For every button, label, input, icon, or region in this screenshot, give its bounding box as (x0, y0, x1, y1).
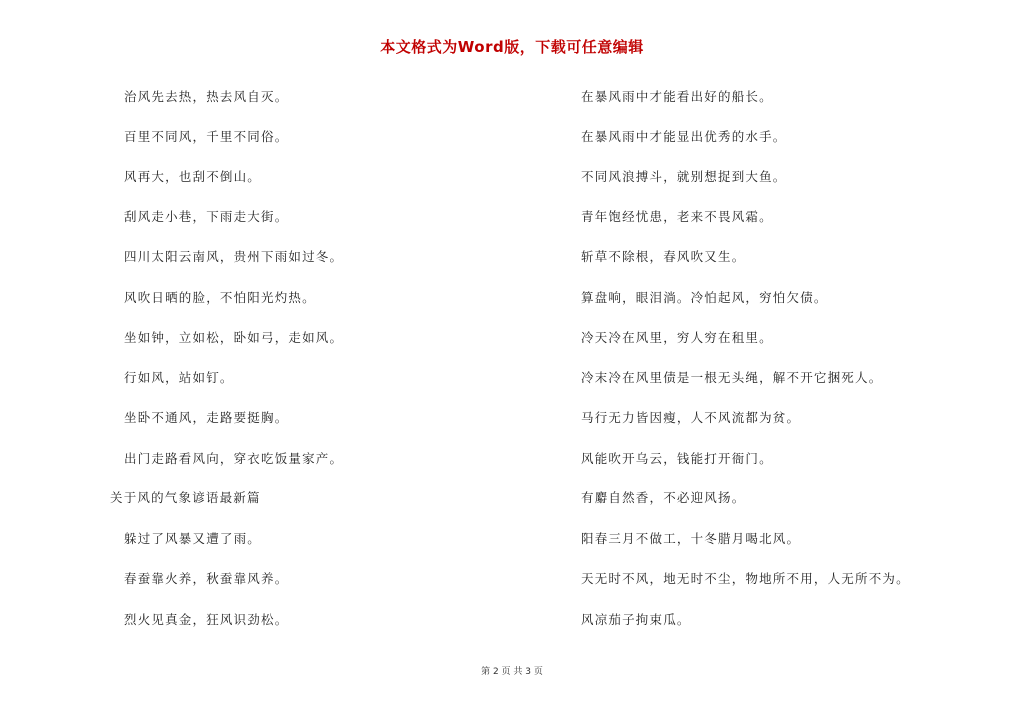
section-heading: 关于风的气象谚语最新篇 (110, 490, 261, 505)
proverb-line: 斩草不除根，春风吹又生。 (581, 249, 746, 264)
proverb-line: 在暴风雨中才能看出好的船长。 (581, 89, 773, 104)
proverb-line: 风凉茄子拘束瓜。 (581, 612, 691, 627)
proverb-line: 春蚕靠火养，秋蚕靠风养。 (124, 571, 289, 586)
proverb-line: 天无时不风，地无时不尘，物地所不用，人无所不为。 (581, 571, 910, 586)
page-number-footer: 第 2 页 共 3 页 (481, 667, 543, 677)
proverb-line: 风再大，也刮不倒山。 (124, 169, 262, 184)
proverb-line: 冷天冷在风里，穷人穷在租里。 (581, 330, 773, 345)
proverb-line: 行如风，站如钉。 (124, 370, 234, 385)
proverb-line: 风能吹开乌云，钱能打开衙门。 (581, 451, 773, 466)
proverb-line: 烈火见真金，狂风识劲松。 (124, 612, 289, 627)
proverb-line: 坐卧不通风，走路要挺胸。 (124, 410, 289, 425)
proverb-line: 刮风走小巷，下雨走大街。 (124, 209, 289, 224)
proverb-line: 在暴风雨中才能显出优秀的水手。 (581, 129, 787, 144)
proverb-line: 百里不同风，千里不同俗。 (124, 129, 289, 144)
proverb-line: 有麝自然香，不必迎风扬。 (581, 490, 746, 505)
proverb-line: 不同风浪搏斗，就别想捉到大鱼。 (581, 169, 787, 184)
proverb-line: 马行无力皆因瘦，人不风流都为贫。 (581, 410, 801, 425)
proverb-line: 四川太阳云南风，贵州下雨如过冬。 (124, 249, 344, 264)
proverb-line: 治风先去热，热去风自灭。 (124, 89, 289, 104)
proverb-line: 出门走路看风向，穿衣吃饭量家产。 (124, 451, 344, 466)
proverb-line: 躲过了风暴又遭了雨。 (124, 531, 262, 546)
proverb-line: 冷末冷在风里债是一根无头绳，解不开它捆死人。 (581, 370, 883, 385)
proverb-line: 算盘响，眼泪淌。冷怕起风，穷怕欠债。 (581, 290, 828, 305)
proverb-line: 阳春三月不做工，十冬腊月喝北风。 (581, 531, 801, 546)
proverb-line: 坐如钟，立如松，卧如弓，走如风。 (124, 330, 344, 345)
proverb-line: 青年饱经忧患，老来不畏风霜。 (581, 209, 773, 224)
document-header-title: 本文格式为Word版，下载可任意编辑 (380, 38, 644, 56)
proverb-line: 风吹日晒的脸，不怕阳光灼热。 (124, 290, 316, 305)
